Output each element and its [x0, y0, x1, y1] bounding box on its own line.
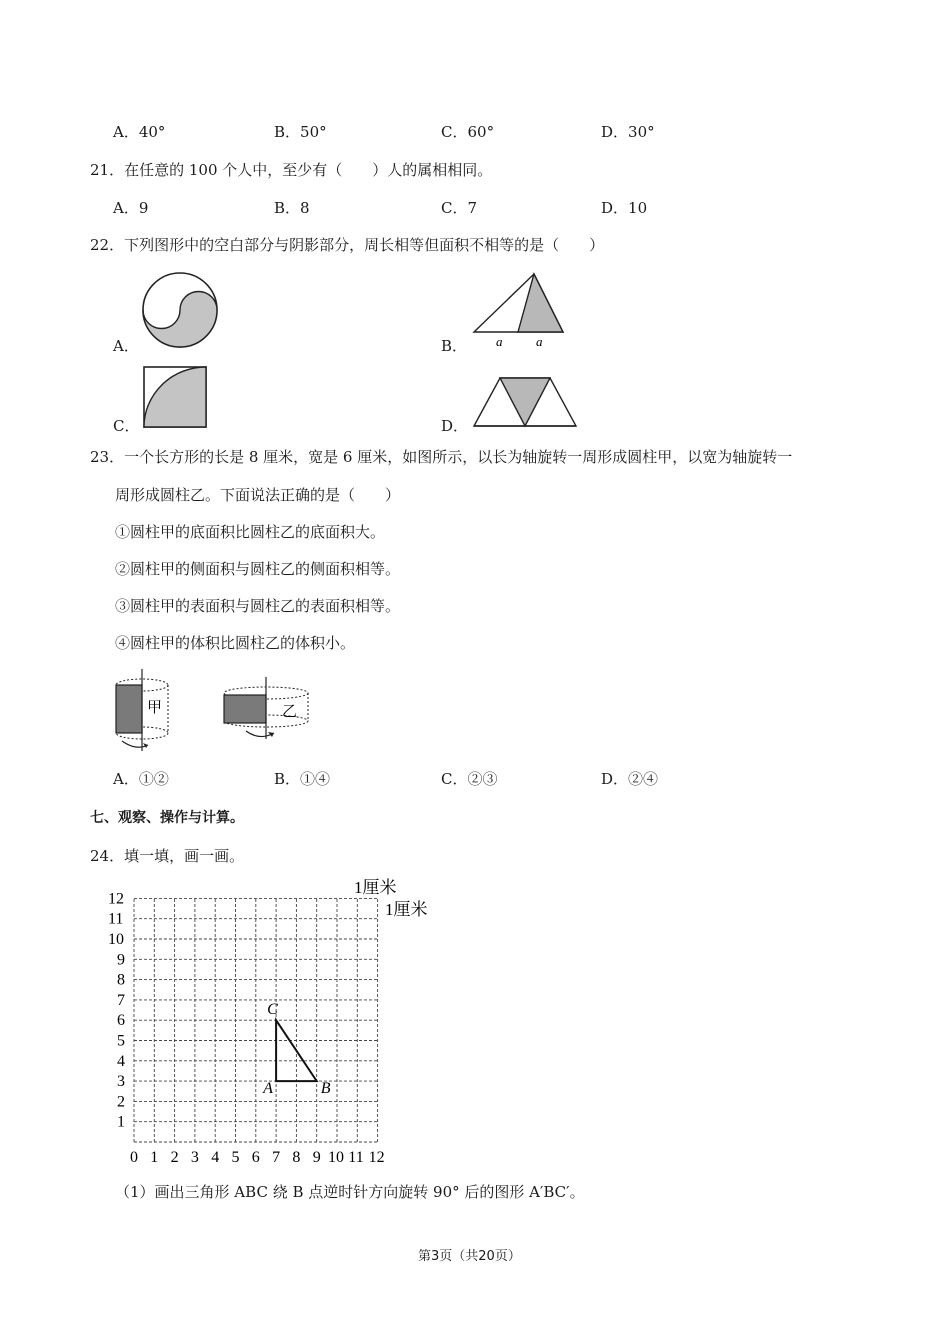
q24-sub1: （1）画出三角形 ABC 绕 B 点逆时针方向旋转 90° 后的图形 A′BC′。 — [115, 1183, 585, 1201]
q23-statement-1: ①圆柱甲的底面积比圆柱乙的底面积大。 — [115, 523, 386, 541]
x-tick-label: 2 — [170, 1149, 179, 1166]
q23-option-a[interactable]: A．①② — [113, 770, 169, 788]
y-tick-label: 10 — [108, 931, 124, 948]
y-tick-label: 11 — [108, 910, 124, 928]
y-tick-label: 9 — [117, 951, 125, 969]
x-tick-label: 10 — [328, 1149, 344, 1166]
q23-option-c[interactable]: C．②③ — [441, 770, 498, 788]
q21-option-a[interactable]: A．9 — [113, 199, 149, 217]
x-tick-label: 3 — [190, 1149, 199, 1166]
q22-option-a[interactable]: A． — [113, 337, 139, 355]
q24-grid-figure — [100, 878, 450, 1168]
cyl-label-yi: 乙 — [282, 704, 298, 720]
q21-question: 21．在任意的 100 个人中，至少有（ ）人的属相相同。 — [90, 161, 493, 179]
cyl-label-jia: 甲 — [147, 700, 163, 716]
q22-figure-c — [140, 364, 210, 430]
q22-option-d[interactable]: D． — [441, 417, 469, 435]
y-tick-label: 3 — [117, 1073, 125, 1091]
q23-cylinder-yi — [218, 673, 318, 753]
q23-option-d[interactable]: D．②④ — [601, 770, 659, 788]
unit-label-1: 1厘米 — [354, 878, 397, 897]
y-tick-label: 6 — [117, 1012, 125, 1030]
q20-option-c[interactable]: C．60° — [441, 123, 495, 141]
q22-figure-b — [470, 270, 570, 350]
q20-option-a[interactable]: A．40° — [113, 123, 166, 141]
q23-statement-2: ②圆柱甲的侧面积与圆柱乙的侧面积相等。 — [115, 560, 401, 578]
q23-option-b[interactable]: B．①④ — [274, 770, 331, 788]
q21-option-b[interactable]: B．8 — [274, 199, 310, 217]
x-tick-label: 1 — [150, 1149, 159, 1166]
grid-lines — [134, 898, 378, 1142]
q22-question: 22．下列图形中的空白部分与阴影部分，周长相等但面积不相等的是（ ） — [90, 236, 605, 254]
q22-option-c[interactable]: C． — [113, 417, 140, 435]
y-tick-label: 4 — [117, 1052, 125, 1070]
q21-option-d[interactable]: D．10 — [601, 199, 648, 217]
y-tick-label: 12 — [108, 890, 124, 908]
q20-option-b[interactable]: B．50° — [274, 123, 327, 141]
x-tick-label: 6 — [251, 1149, 260, 1166]
grid-tick-labels — [108, 890, 385, 1166]
b-mark-1: a — [496, 334, 503, 349]
q20-option-d[interactable]: D．30° — [601, 123, 655, 141]
x-tick-label: 9 — [312, 1149, 321, 1166]
vertex-label-b: B — [320, 1080, 331, 1098]
x-tick-label: 5 — [231, 1149, 240, 1166]
x-tick-label: 7 — [272, 1149, 281, 1166]
y-tick-label: 1 — [117, 1113, 125, 1131]
q22-figure-d — [470, 374, 580, 430]
unit-label-2: 1厘米 — [385, 900, 428, 919]
q24-question: 24．填一填，画一画。 — [90, 847, 245, 865]
x-tick-label: 8 — [292, 1149, 301, 1166]
x-tick-label: 11 — [348, 1149, 364, 1166]
b-mark-2: a — [536, 334, 543, 349]
vertex-label-a: A — [263, 1080, 273, 1098]
q22-figure-a — [140, 270, 222, 352]
section-title: 七、观察、操作与计算。 — [90, 810, 244, 826]
q23-question-line2: 周形成圆柱乙。下面说法正确的是（ ） — [115, 486, 401, 504]
y-tick-label: 7 — [117, 991, 125, 1009]
x-tick-label: 4 — [211, 1149, 220, 1166]
q23-statement-4: ④圆柱甲的体积比圆柱乙的体积小。 — [115, 634, 356, 652]
q21-option-c[interactable]: C．7 — [441, 199, 478, 217]
q23-cylinder-jia — [108, 665, 183, 760]
q22-option-b[interactable]: B． — [441, 337, 468, 355]
x-tick-label: 0 — [130, 1149, 138, 1166]
q23-question-line1: 23．一个长方形的长是 8 厘米，宽是 6 厘米，如图所示，以长为轴旋转一周形成圆柱甲，以宽为轴旋转一 — [90, 448, 793, 466]
y-tick-label: 5 — [117, 1032, 125, 1050]
y-tick-label: 2 — [117, 1093, 125, 1111]
q23-statement-3: ③圆柱甲的表面积与圆柱乙的表面积相等。 — [115, 597, 401, 615]
vertex-label-c: C — [267, 1001, 278, 1019]
x-tick-label: 12 — [368, 1149, 385, 1166]
y-tick-label: 8 — [117, 971, 125, 989]
page-footer: 第3页（共20页） — [418, 1249, 521, 1264]
